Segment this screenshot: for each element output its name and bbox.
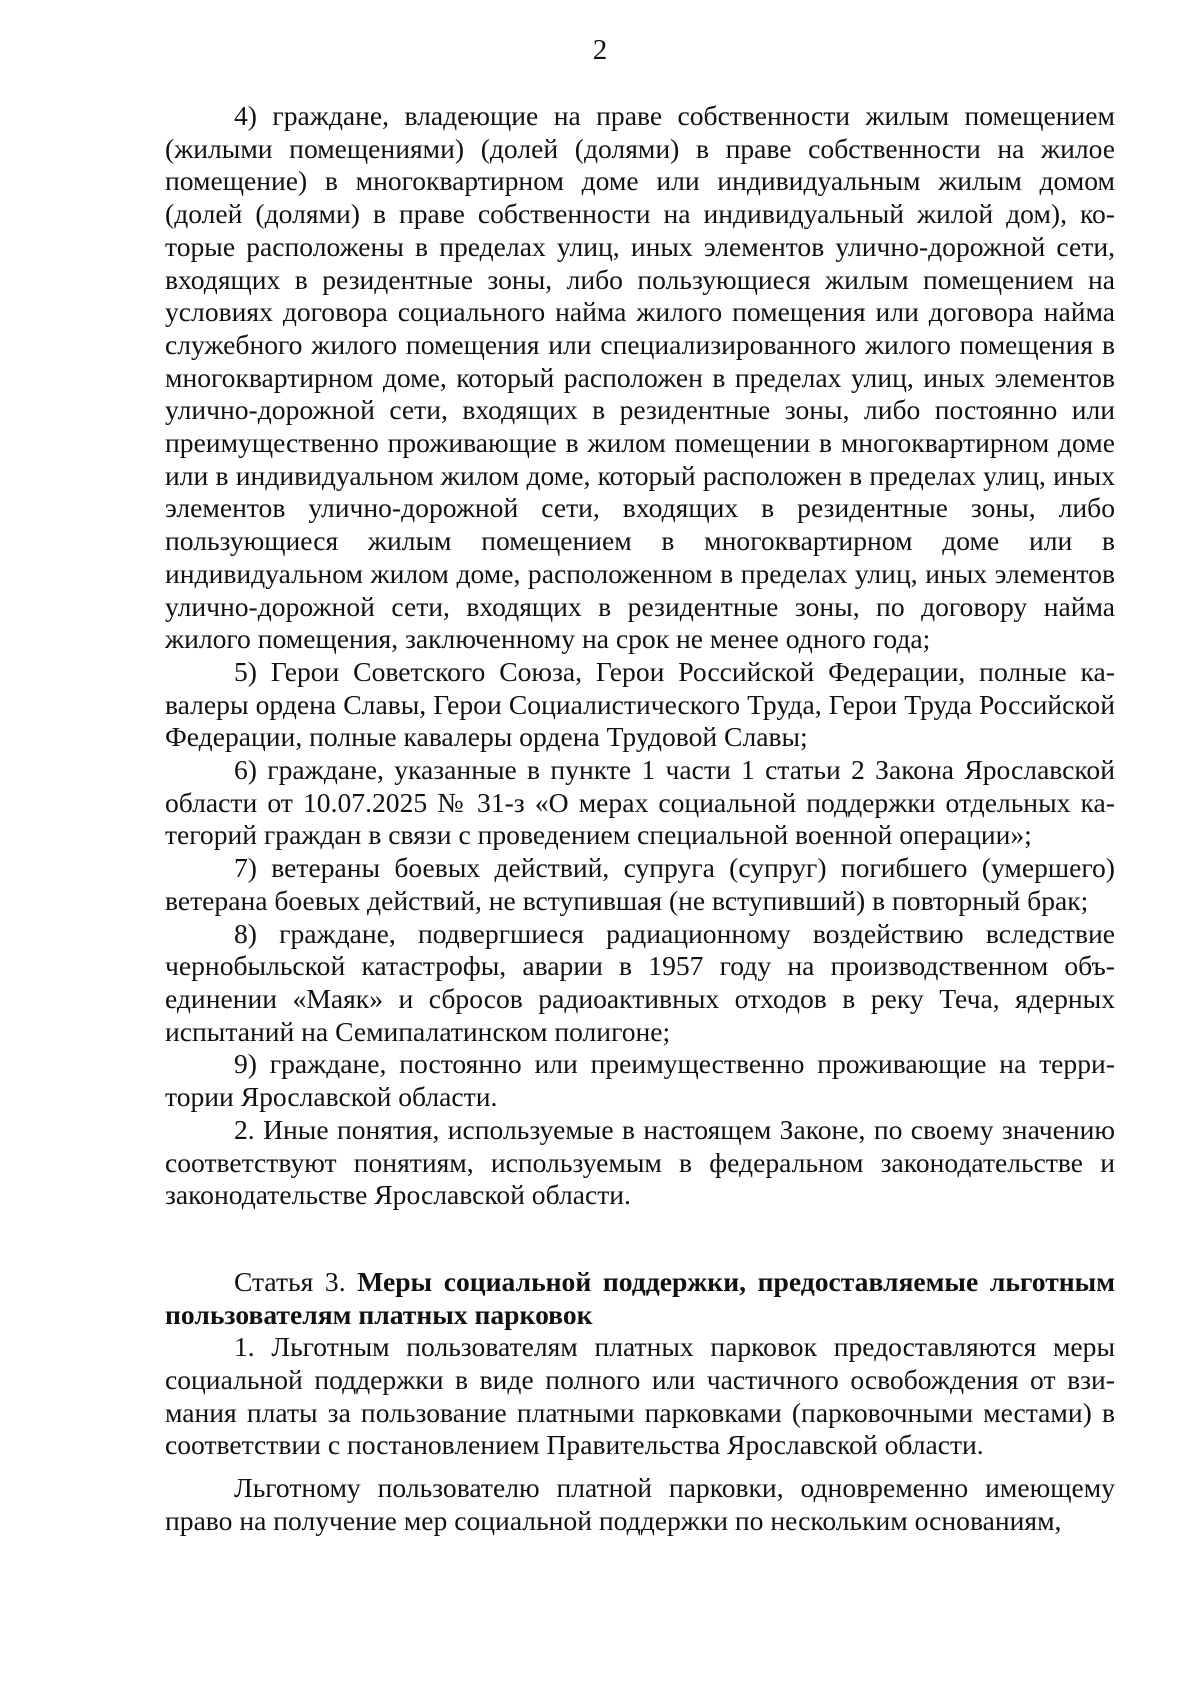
article-title: Меры социальной поддержки, предоставляемые льготным пользователям платных парковок xyxy=(165,1265,1115,1330)
document-body xyxy=(165,100,1115,1538)
paragraph-part-2: 2. Иные понятия, используемые в настоящем Законе, по своему значению соответствуют понятиям, используемым в федеральном законодательстве и законодательстве Ярославской области. xyxy=(165,1113,1115,1211)
article-heading xyxy=(165,1266,1115,1331)
article-number: Статья 3. xyxy=(234,1265,346,1297)
page-number: 2 xyxy=(592,34,608,66)
paragraph-item-7: 7) ветераны боевых действий, супруга (супруг) погибшего (умершего) ветерана боевых действий, не вступившая (не вступивший) в повторный брак; xyxy=(165,852,1115,916)
paragraph-item-5: 5) Герои Советского Союза, Герои Российской Федерации, полные кавалеры ордена Славы, Герои Социалистического Труда, Герои Труда Российской Федерации, полные кавалеры ордена Трудовой Славы; xyxy=(165,655,1115,753)
article-paragraph-1: 1. Льготным пользователям платных парковок предоставляются меры социальной поддержки в виде полного или частичного освобождения от взимания платы за пользование платными парковками (парковочными местами) в соответствии с постановлением Правительства Ярославской области. xyxy=(165,1331,1115,1461)
article-paragraph-2: Льготному пользователю платной парковки, одновременно имеющему право на получение мер социальной поддержки по нескольким основаниям, xyxy=(165,1472,1115,1536)
paragraph-item-4: 4) граждане, владеющие на праве собственности жилым помещением (жилыми помещениями) (долей (долями) в праве собственности на жилое помещение) в многоквартирном доме или индивидуальным жилым домом (долей (долями) в праве собственности на индивидуальный жилой дом), которые расположены в пределах улиц, иных элементов улично-дорожной сети, входящих в резидентные зоны, либо пользующиеся жилым помещением на условиях договора социального найма жилого помещения или договора найма служебного жилого помещения или специализированного жилого помещения в многоквартирном доме, который расположен в пределах улиц, иных элементов улично-дорожной сети, входящих в резидентные зоны, либо постоянно или преимущественно проживающие в жилом помещении в многоквартирном доме или в индивидуальном жилом доме, который расположен в пределах улиц, иных элементов улично-дорожной сети, входящих в резидентные зоны, либо пользующиеся жилым помещением в многоквартирном доме или в индивидуальном жилом доме, расположенном в пределах улиц, иных элементов улично-дорожной сети, входящих в резидентные зоны, по договору найма жилого помещения, заключенному на срок не менее одного года; xyxy=(165,100,1115,655)
paragraph-item-9: 9) граждане, постоянно или преимущественно проживающие на территории Ярославской области. xyxy=(165,1048,1115,1113)
paragraph-item-8: 8) граждане, подвергшиеся радиационному воздействию вследствие чернобыльской катастрофы, аварии в 1957 году на производственном объединении «Маяк» и сбросов радиоактивных отходов в реку Теча, ядерных испытаний на Семипалатинском полигоне; xyxy=(165,917,1115,1047)
paragraph-item-6: 6) граждане, указанные в пункте 1 части 1 статьи 2 Закона Ярославской области от 10.07.2025 № 31-з «О мерах социальной поддержки отдельных категорий граждан в связи с проведением специальной военной операции»; xyxy=(165,754,1115,851)
